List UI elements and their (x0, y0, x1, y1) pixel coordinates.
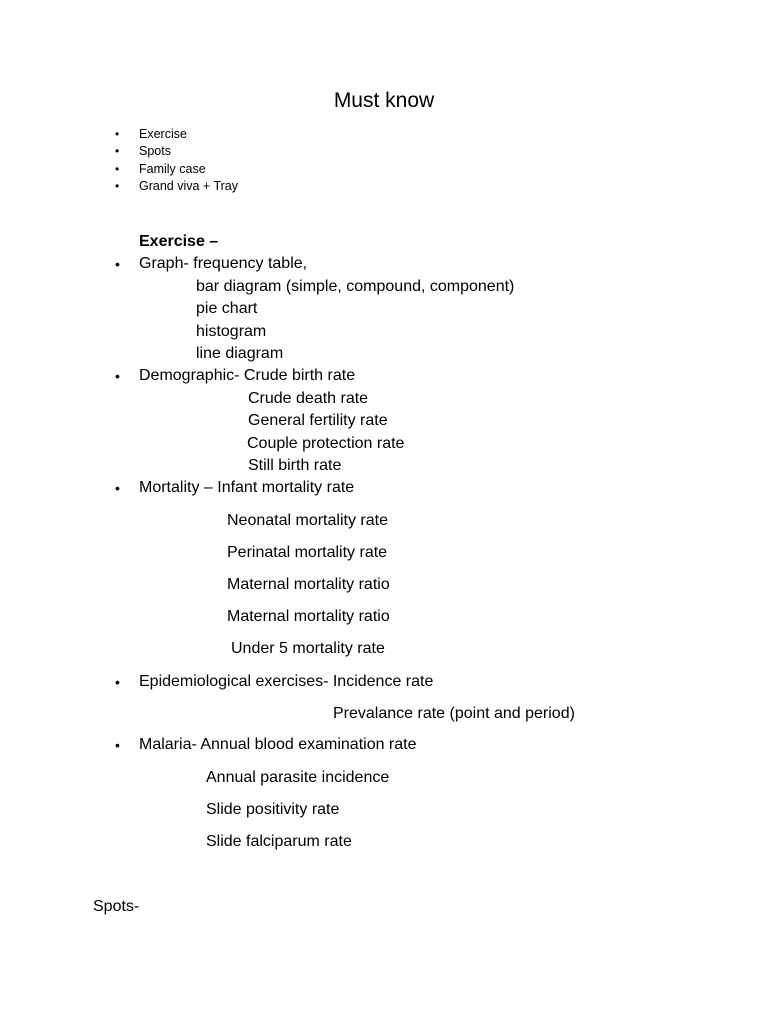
malaria-lead: Malaria- Annual blood examination rate (139, 736, 417, 753)
bullet-icon: • (115, 256, 120, 272)
epidemiological-item: Prevalance rate (point and period) (333, 705, 575, 722)
bullet-icon: • (115, 480, 120, 496)
graph-item: line diagram (196, 345, 284, 362)
demographic-item: General fertility rate (248, 412, 388, 429)
graph-item: pie chart (196, 300, 258, 317)
mortality-item: Perinatal mortality rate (227, 544, 388, 561)
graph-item: histogram (196, 323, 267, 340)
summary-item: Spots (139, 144, 171, 158)
bullet-icon: • (115, 674, 120, 690)
summary-item: Grand viva + Tray (139, 179, 238, 193)
demographic-lead: Demographic- Crude birth rate (139, 367, 356, 384)
graph-lead: Graph- frequency table, (139, 255, 308, 272)
mortality-item: Maternal mortality ratio (227, 576, 390, 593)
epidemiological-lead: Epidemiological exercises- Incidence rate (139, 673, 434, 690)
demographic-item: Still birth rate (248, 457, 342, 474)
malaria-item: Annual parasite incidence (206, 769, 390, 786)
bullet-icon: • (115, 368, 120, 384)
graph-item: bar diagram (simple, compound, component) (196, 278, 515, 295)
page-title: Must know (333, 89, 435, 112)
mortality-item: Under 5 mortality rate (231, 640, 385, 657)
mortality-item: Maternal mortality ratio (227, 608, 390, 625)
malaria-item: Slide positivity rate (206, 801, 340, 818)
bullet-icon: • (115, 162, 120, 176)
mortality-lead: Mortality – Infant mortality rate (139, 479, 355, 496)
bullet-icon: • (115, 127, 120, 141)
demographic-item: Couple protection rate (247, 435, 405, 452)
bullet-icon: • (115, 179, 120, 193)
malaria-item: Slide falciparum rate (206, 833, 352, 850)
summary-item: Family case (139, 162, 206, 176)
spots-heading: Spots- (93, 898, 140, 915)
bullet-icon: • (115, 144, 120, 158)
demographic-item: Crude death rate (248, 390, 369, 407)
bullet-icon: • (115, 737, 120, 753)
exercise-heading: Exercise – (139, 233, 219, 250)
summary-item: Exercise (139, 127, 187, 141)
mortality-item: Neonatal mortality rate (227, 512, 388, 529)
